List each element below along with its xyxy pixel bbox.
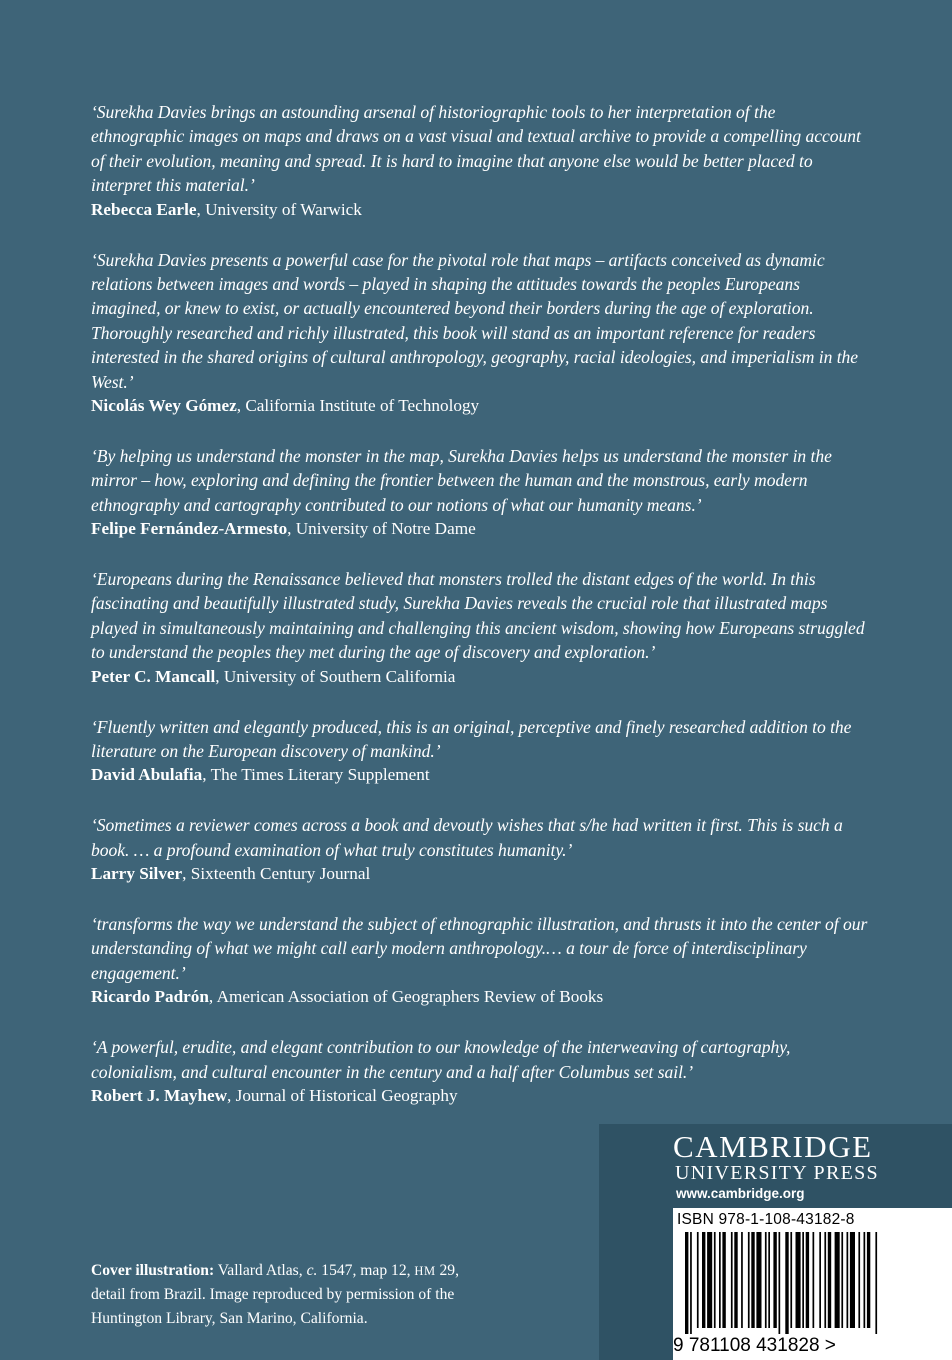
reviewer-affiliation: , California Institute of Technology [236, 395, 480, 415]
reviewer-name: David Abulafia [91, 765, 203, 785]
barcode-bar [864, 1232, 866, 1328]
review-attribution [91, 665, 871, 689]
barcode-bar [702, 1232, 705, 1328]
barcode-bar [875, 1232, 877, 1334]
reviewer-affiliation: , University of Warwick [196, 199, 362, 219]
barcode-bar [802, 1232, 804, 1328]
reviewer-affiliation: , University of Notre Dame [287, 519, 476, 539]
cover-illustration-credit [91, 1259, 511, 1332]
barcode-bar [828, 1232, 831, 1328]
barcode-bars [685, 1232, 933, 1334]
reviewer-name: Robert J. Mayhew [91, 1085, 228, 1105]
credit-atlas: Vallard Atlas, [214, 1262, 307, 1279]
reviewer-affiliation: , The Times Literary Supplement [202, 765, 430, 785]
barcode-bar [765, 1232, 767, 1328]
barcode-bar [813, 1232, 815, 1328]
reviewer-name: Rebecca Earle [91, 199, 197, 219]
barcode-bar [790, 1232, 792, 1328]
publisher-url: www.cambridge.org [676, 1186, 805, 1201]
review-item [91, 715, 871, 788]
review-attribution [91, 985, 871, 1009]
review-quote: ‘By helping us understand the monster in the map, Surekha Davies helps us understand the monster in the mirror – how, exploring and defining the frontier between the human and the monstrous, early modern ethnography and cartography contributed to our notions of what our humanity means.’ [91, 445, 832, 515]
credit-hm: HM [414, 1264, 436, 1278]
review-quote: ‘Sometimes a reviewer comes across a book and devoutly wishes that s/he had written it first. This is such a book. … a profound examination of what truly constitutes humanity.’ [91, 815, 843, 860]
credit-label: Cover illustration: [91, 1262, 215, 1279]
barcode-digits: 9 781108 431828 > [673, 1335, 836, 1356]
barcode-bar [731, 1232, 733, 1328]
review-item [91, 248, 871, 419]
barcode-bar [768, 1232, 770, 1328]
barcode-bar [858, 1232, 860, 1328]
review-attribution [91, 198, 871, 222]
reviewer-name: Felipe Fernández-Armesto [91, 519, 288, 539]
publisher-subtitle: UNIVERSITY PRESS [675, 1162, 879, 1184]
barcode-bar [841, 1232, 843, 1328]
review-attribution [91, 1084, 871, 1108]
review-quote: ‘Europeans during the Renaissance believed that monsters trolled the distant edges of the world. In this fascinating and beautifully illustrated study, Surekha Davies reveals the crucial role that illustrated maps played in simultaneously maintaining and challenging this ancient wisdom, showing how Europeans struggled to understand the peoples they met during the age of discovery and exploration.’ [91, 569, 865, 663]
barcode-bar [850, 1232, 855, 1328]
barcode-bar [719, 1232, 721, 1328]
credit-hm-number: 29, [435, 1262, 459, 1279]
reviewer-name: Ricardo Padrón [91, 987, 209, 1007]
barcode-bar [685, 1232, 688, 1334]
review-list [91, 100, 871, 1134]
review-attribution [91, 394, 871, 418]
reviewer-name: Nicolás Wey Gómez [91, 395, 237, 415]
reviewer-name: Peter C. Mancall [91, 666, 216, 686]
credit-text: detail from Brazil. Image reproduced by permission of the Huntington Library, San Marino, California. [91, 1286, 455, 1328]
review-quote: ‘transforms the way we understand the subject of ethnographic illustration, and thrusts it into the center of our understanding of what we might call early modern anthropology.… a tour de force of interdisciplinary engagement.’ [91, 913, 868, 983]
barcode-bar [796, 1232, 801, 1328]
credit-year-map: 1547, map 12, [317, 1262, 415, 1279]
review-item [91, 444, 871, 542]
barcode-bar [756, 1232, 761, 1328]
review-attribution [91, 517, 871, 541]
review-item [91, 1035, 871, 1108]
review-quote: ‘Fluently written and elegantly produced, this is an original, perceptive and finely researched addition to the literature on the European discovery of mankind.’ [91, 716, 852, 761]
barcode-bar [734, 1232, 737, 1328]
barcode-bar [714, 1232, 716, 1328]
reviewer-name: Larry Silver [91, 864, 183, 884]
barcode-bar [707, 1232, 712, 1328]
barcode-bar [741, 1232, 743, 1328]
reviewer-affiliation: , American Association of Geographers Review of Books [208, 987, 604, 1007]
barcode-bar [847, 1232, 849, 1328]
barcode-bar [697, 1232, 699, 1328]
review-attribution [91, 763, 871, 787]
barcode-bar [835, 1232, 840, 1328]
isbn-label: ISBN 978-1-108-43182-8 [677, 1211, 855, 1228]
reviewer-affiliation: , Sixteenth Century Journal [182, 864, 371, 884]
review-item [91, 100, 871, 222]
reviewer-affiliation: , Journal of Historical Geography [227, 1085, 458, 1105]
barcode-bar [779, 1232, 781, 1334]
isbn-barcode [673, 1208, 952, 1360]
barcode-bar [751, 1232, 754, 1328]
publisher-panel [599, 1124, 952, 1360]
barcode-bar [867, 1232, 870, 1328]
barcode-bar [773, 1232, 776, 1328]
reviewer-affiliation: , University of Southern California [215, 666, 456, 686]
review-item [91, 567, 871, 689]
barcode-bar [690, 1232, 692, 1334]
barcode-bar [819, 1232, 821, 1328]
review-quote: ‘Surekha Davies presents a powerful case for the pivotal role that maps – artifacts conceived as dynamic relations between images and words – played in shaping the attitudes towards the peoples Europeans imagined, or knew to exist, or actually encountered beyond their borders during the age of exploration. Thoroughly researched and richly illustrated, this book will stand as an important reference for readers interested in the shared origins of cultural anthropology, geography, racial ideologies, and imperialism in the West.’ [91, 249, 859, 392]
publisher-logo: CAMBRIDGE [673, 1129, 873, 1164]
review-quote: ‘A powerful, erudite, and elegant contribution to our knowledge of the interweaving of cartography, colonialism, and cultural encounter in the century and a half after Columbus set sail.’ [91, 1037, 791, 1082]
barcode-bar [785, 1232, 788, 1334]
review-item [91, 813, 871, 886]
credit-circa: c. [306, 1262, 318, 1279]
barcode-bar [806, 1232, 809, 1328]
barcode-bar [748, 1232, 750, 1328]
review-item [91, 912, 871, 1010]
review-attribution [91, 862, 871, 886]
review-quote: ‘Surekha Davies brings an astounding arsenal of historiographic tools to her interpretation of the ethnographic images on maps and draws on a vast visual and textual archive to provide a compelling account of their evolution, meaning and spread. It is hard to imagine that anyone else would be better placed to interpret this material.’ [91, 102, 861, 196]
barcode-bar [722, 1232, 725, 1328]
barcode-bar [824, 1232, 826, 1328]
